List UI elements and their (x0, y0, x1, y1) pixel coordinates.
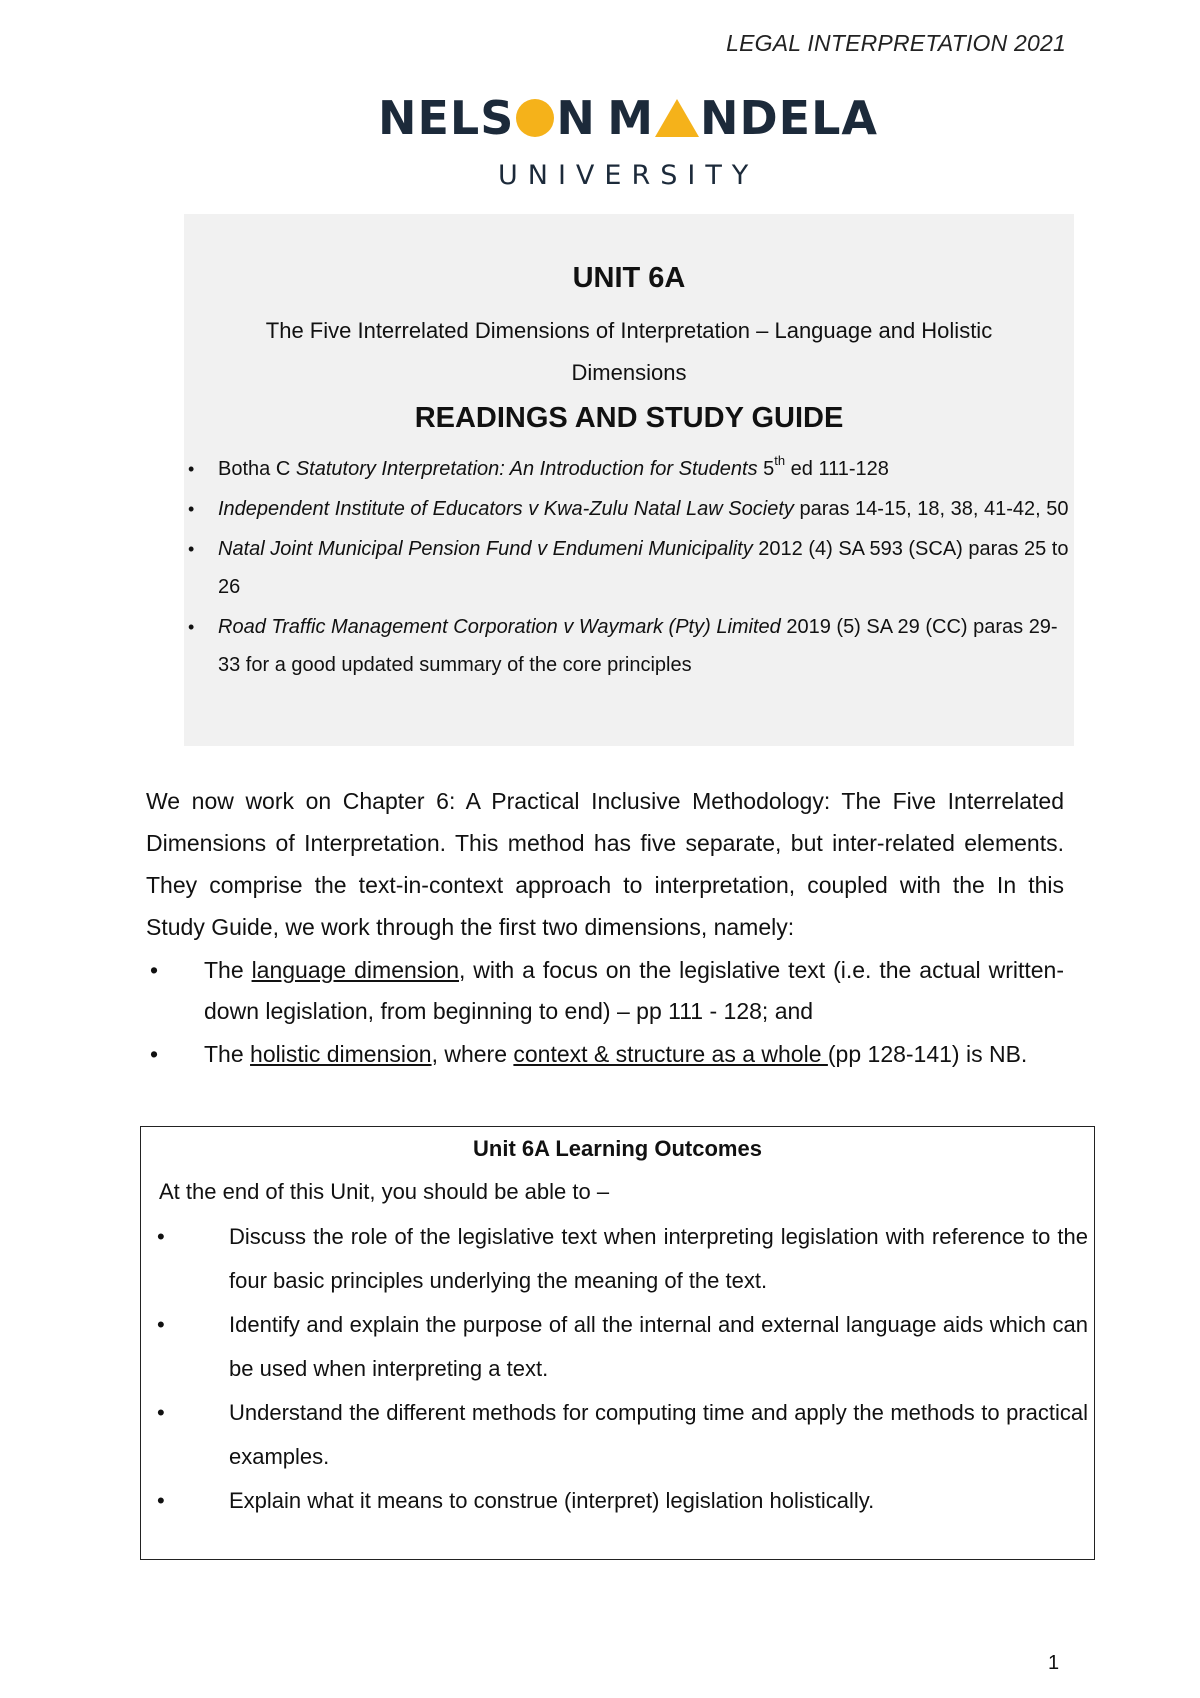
learning-outcomes-list (141, 1215, 1092, 1523)
logo-text: NDELA (699, 91, 878, 145)
dimension-item: • The holistic dimension, where context & structure as a whole (pp 128-141) is NB. (146, 1034, 1064, 1075)
reading-item: • Natal Joint Municipal Pension Fund v Endumeni Municipality 2012 (4) SA 593 (SCA) paras 25 to 26 (184, 530, 1074, 606)
learning-outcomes-intro: At the end of this Unit, you should be able to – (159, 1179, 610, 1204)
page-number: 1 (1048, 1652, 1060, 1674)
logo-triangle-icon (655, 99, 699, 137)
readings-panel (184, 214, 1074, 746)
outcome-item: • Discuss the role of the legislative text when interpreting legislation with reference to the four basic principles underlying the meaning of the text. (141, 1215, 1092, 1303)
logo-word-mandela (607, 91, 878, 145)
dimension-item: • The language dimension, with a focus on the legislative text (i.e. the actual written-down legislation, from beginning to end) – pp 111 - 128; and (146, 950, 1064, 1032)
logo-wordmark (378, 92, 878, 144)
intro-paragraph: We now work on Chapter 6: A Practical Inclusive Methodology: The Five Interrelated Dimensions of Interpretation. This method has five separate, but inter-related elements. They comprise the text-in-context approach to interpretation, coupled with the In this Study Guide, we work through the first two dimensions, namely: (146, 788, 1064, 940)
logo-text: M (607, 91, 654, 145)
outcome-item: • Identify and explain the purpose of all the internal and external language aids which can be used when interpreting a text. (141, 1303, 1092, 1391)
readings-list (184, 450, 1074, 684)
reading-item: • Road Traffic Management Corporation v Waymark (Pty) Limited 2019 (5) SA 29 (CC) paras 29-33 for a good updated summary of the core principles (184, 608, 1074, 684)
dimensions-list (146, 950, 1064, 1075)
outcome-item: • Understand the different methods for computing time and apply the methods to practical examples. (141, 1391, 1092, 1479)
logo-circle-icon (516, 99, 554, 137)
logo-text: N (556, 91, 596, 145)
readings-heading: READINGS AND STUDY GUIDE (414, 402, 844, 434)
unit-subtitle: The Five Interrelated Dimensions of Interpretation – Language and Holistic Dimensions (265, 318, 993, 385)
document-header-title: LEGAL INTERPRETATION 2021 (726, 30, 1066, 56)
reading-item: • Botha C Statutory Interpretation: An Introduction for Students 5th ed 111-128 (184, 450, 1074, 488)
learning-outcomes-box (140, 1126, 1095, 1560)
logo-text: NELS (378, 91, 515, 145)
outcome-item: • Explain what it means to construe (interpret) legislation holistically. (141, 1479, 1092, 1523)
logo-word-nelson (378, 91, 596, 145)
unit-title: UNIT 6A (572, 262, 686, 294)
logo-subtitle: UNIVERSITY (498, 160, 759, 191)
university-logo (0, 92, 1200, 202)
reading-item: • Independent Institute of Educators v Kwa-Zulu Natal Law Society paras 14-15, 18, 38, 41-42, 50 (184, 490, 1074, 528)
learning-outcomes-title: Unit 6A Learning Outcomes (473, 1136, 762, 1161)
